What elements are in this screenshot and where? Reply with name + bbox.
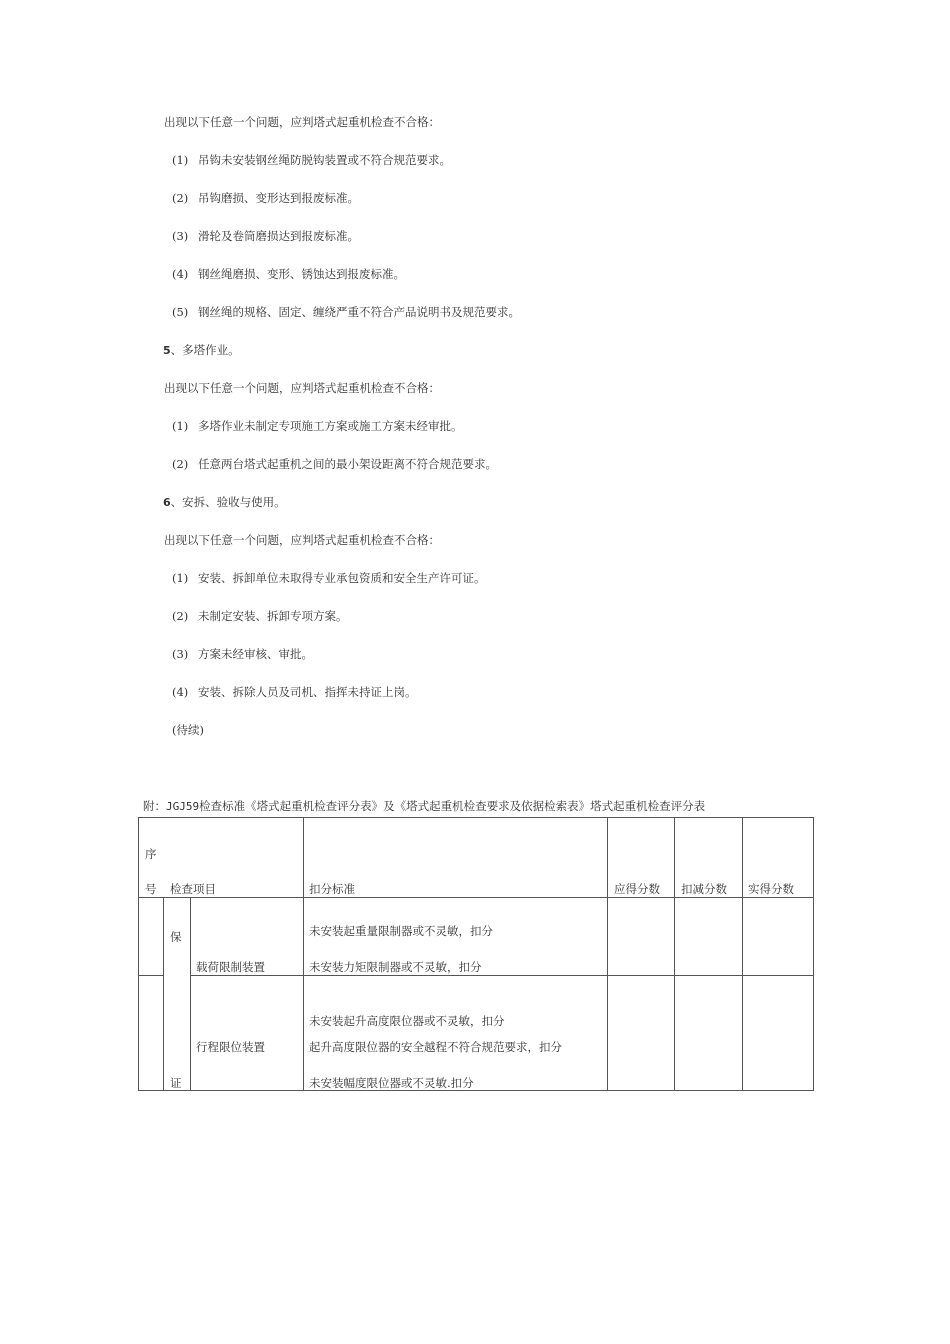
criteria-line: 未安装幅度限位器或不灵敏.扣分 [309, 1076, 474, 1090]
list-item [172, 305, 520, 319]
header-due: 应得分数 [614, 882, 660, 896]
list-item-text: 安装、拆除人员及司机、指挥未持证上岗。 [198, 685, 417, 699]
list-item-number: (4) [172, 685, 189, 699]
section6-heading-text: 、安拆、验收与使用。 [170, 495, 286, 509]
header-seq-top: 序 [145, 847, 157, 861]
section5-heading [163, 343, 240, 358]
list-item-number: (1) [172, 419, 189, 433]
criteria-line: 未安装起重量限制器或不灵敏，扣分 [309, 924, 493, 938]
list-item-text: 任意两台塔式起重机之间的最小架设距离不符合规范要求。 [198, 457, 497, 471]
header-row-divider [138, 897, 814, 898]
section6-heading [163, 495, 286, 510]
criteria-line: 起升高度限位器的安全越程不符合规范要求，扣分 [309, 1040, 562, 1054]
col-divider-item [303, 817, 304, 1091]
caption-text: 检查标准《塔式起重机检查评分表》及《塔式起重机检查要求及依据检索表》塔式起重机检查评分表 [199, 799, 706, 813]
list-item-text: 滑轮及卷筒磨损达到报废标准。 [198, 229, 359, 243]
group-label-top: 保 [170, 930, 182, 944]
list-item-text: 钢丝绳磨损、变形、锈蚀达到报废标准。 [198, 267, 405, 281]
table-border-top [138, 817, 814, 818]
criteria-line: 未安装起升高度限位器或不灵敏，扣分 [309, 1014, 505, 1028]
list-item [172, 685, 417, 699]
list-item [172, 191, 359, 205]
header-criteria: 扣分标准 [309, 882, 355, 896]
list-item [172, 457, 497, 471]
section6-heading-number: 6 [163, 496, 171, 509]
header-deduct: 扣减分数 [681, 882, 727, 896]
list-item-number: (2) [172, 609, 189, 623]
list-item-number: (5) [172, 305, 189, 319]
table-border-left [138, 817, 139, 1091]
section5-heading-text: 、多塔作业。 [170, 343, 240, 357]
header-item: 检查项目 [170, 882, 216, 896]
list-item-text: 未制定安装、拆卸专项方案。 [198, 609, 348, 623]
list-item [172, 647, 313, 661]
col-divider-group [190, 897, 191, 1091]
group-label-bottom: 证 [170, 1076, 182, 1090]
list-item-number: (2) [172, 191, 189, 205]
col-divider-seq [163, 897, 164, 1091]
header-actual: 实得分数 [748, 882, 794, 896]
list-item-number: (3) [172, 647, 189, 661]
list-item-number: (2) [172, 457, 189, 471]
continued-note: (待续) [172, 723, 204, 737]
col-divider-due [674, 817, 675, 1091]
list-item [172, 267, 405, 281]
list-item [172, 153, 451, 167]
list-item-text: 吊钩磨损、变形达到报废标准。 [198, 191, 359, 205]
list-item-number: (3) [172, 229, 189, 243]
section4-intro: 出现以下任意一个问题，应判塔式起重机检查不合格： [164, 115, 440, 129]
list-item-text: 钢丝绳的规格、固定、缠绕严重不符合产品说明书及规范要求。 [198, 305, 520, 319]
list-item [172, 571, 486, 585]
table-border-right [813, 817, 814, 1091]
table-caption [143, 799, 705, 814]
row-divider [190, 975, 814, 976]
list-item [172, 609, 348, 623]
list-item [172, 419, 463, 433]
list-item [172, 229, 359, 243]
section5-heading-number: 5 [163, 344, 171, 357]
list-item-number: (4) [172, 267, 189, 281]
row-divider-seq [138, 975, 163, 976]
table-border-bottom [138, 1090, 814, 1091]
col-divider-deduct [742, 817, 743, 1091]
col-divider-criteria [607, 817, 608, 1091]
header-seq-bottom: 号 [145, 882, 157, 896]
section6-intro: 出现以下任意一个问题，应判塔式起重机检查不合格： [164, 533, 440, 547]
caption-prefix: 附： [143, 799, 166, 813]
row-item-travel-limiter: 行程限位装置 [196, 1040, 265, 1054]
row-item-load-limiter: 载荷限制装置 [196, 960, 265, 974]
section5-intro: 出现以下任意一个问题，应判塔式起重机检查不合格： [164, 381, 440, 395]
list-item-number: (1) [172, 571, 189, 585]
score-table [138, 817, 814, 1091]
list-item-text: 吊钩未安装钢丝绳防脱钩装置或不符合规范要求。 [198, 153, 451, 167]
caption-code: JGJ59 [166, 800, 200, 813]
list-item-text: 多塔作业未制定专项施工方案或施工方案未经审批。 [198, 419, 463, 433]
list-item-text: 安装、拆卸单位未取得专业承包资质和安全生产许可证。 [198, 571, 486, 585]
list-item-number: (1) [172, 153, 189, 167]
list-item-text: 方案未经审核、审批。 [198, 647, 313, 661]
criteria-line: 未安装力矩限制器或不灵敏，扣分 [309, 960, 482, 974]
